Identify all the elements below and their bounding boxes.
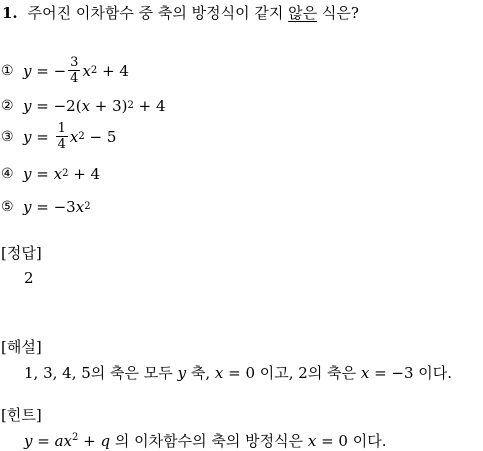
hint-label: [힌트]	[1, 406, 42, 424]
choice-3-number: ③	[1, 128, 14, 145]
question-number: 1.	[2, 4, 18, 22]
explanation-label: [해설]	[1, 338, 42, 356]
choice-1-fraction: $\frac{3}{4}$	[70, 55, 79, 86]
question-text-after: 식은?	[321, 4, 359, 22]
question-text-before: 주어진 이차함수 중 축의 방정식이 같지	[27, 4, 284, 22]
choice-4-number: ④	[1, 166, 14, 182]
question-title	[2, 2, 359, 23]
hint-text: $y = ax^2 + q$ 의 이차함수의 축의 방정식은 x = 0 이다.	[24, 432, 387, 450]
choice-5: ⑤ y = −3 x 2	[1, 198, 91, 216]
explanation-text: 1, 3, 4, 5의 축은 모두 y 축, x = 0 이고, 2의 축은 x = −3 이다.	[24, 364, 453, 382]
choice-1: ① y = − $\frac{3}{4}$ x 2 + 4	[1, 55, 129, 86]
choice-2: ② y = −2( x + 3) 2 + 4	[1, 97, 166, 115]
question-text-underlined: 않은	[288, 4, 318, 22]
choice-2-number: ②	[1, 98, 14, 114]
answer-label: [정답]	[1, 244, 42, 262]
choice-3-fraction: $\frac{1}{4}$	[57, 121, 66, 152]
choice-5-number: ⑤	[1, 199, 14, 215]
answer-value: 2	[24, 269, 34, 287]
choice-1-number: ①	[1, 62, 14, 79]
choice-4: ④ y = x 2 + 4	[1, 165, 101, 183]
choice-3: ③ y = $\frac{1}{4}$ x 2 − 5	[1, 121, 117, 152]
